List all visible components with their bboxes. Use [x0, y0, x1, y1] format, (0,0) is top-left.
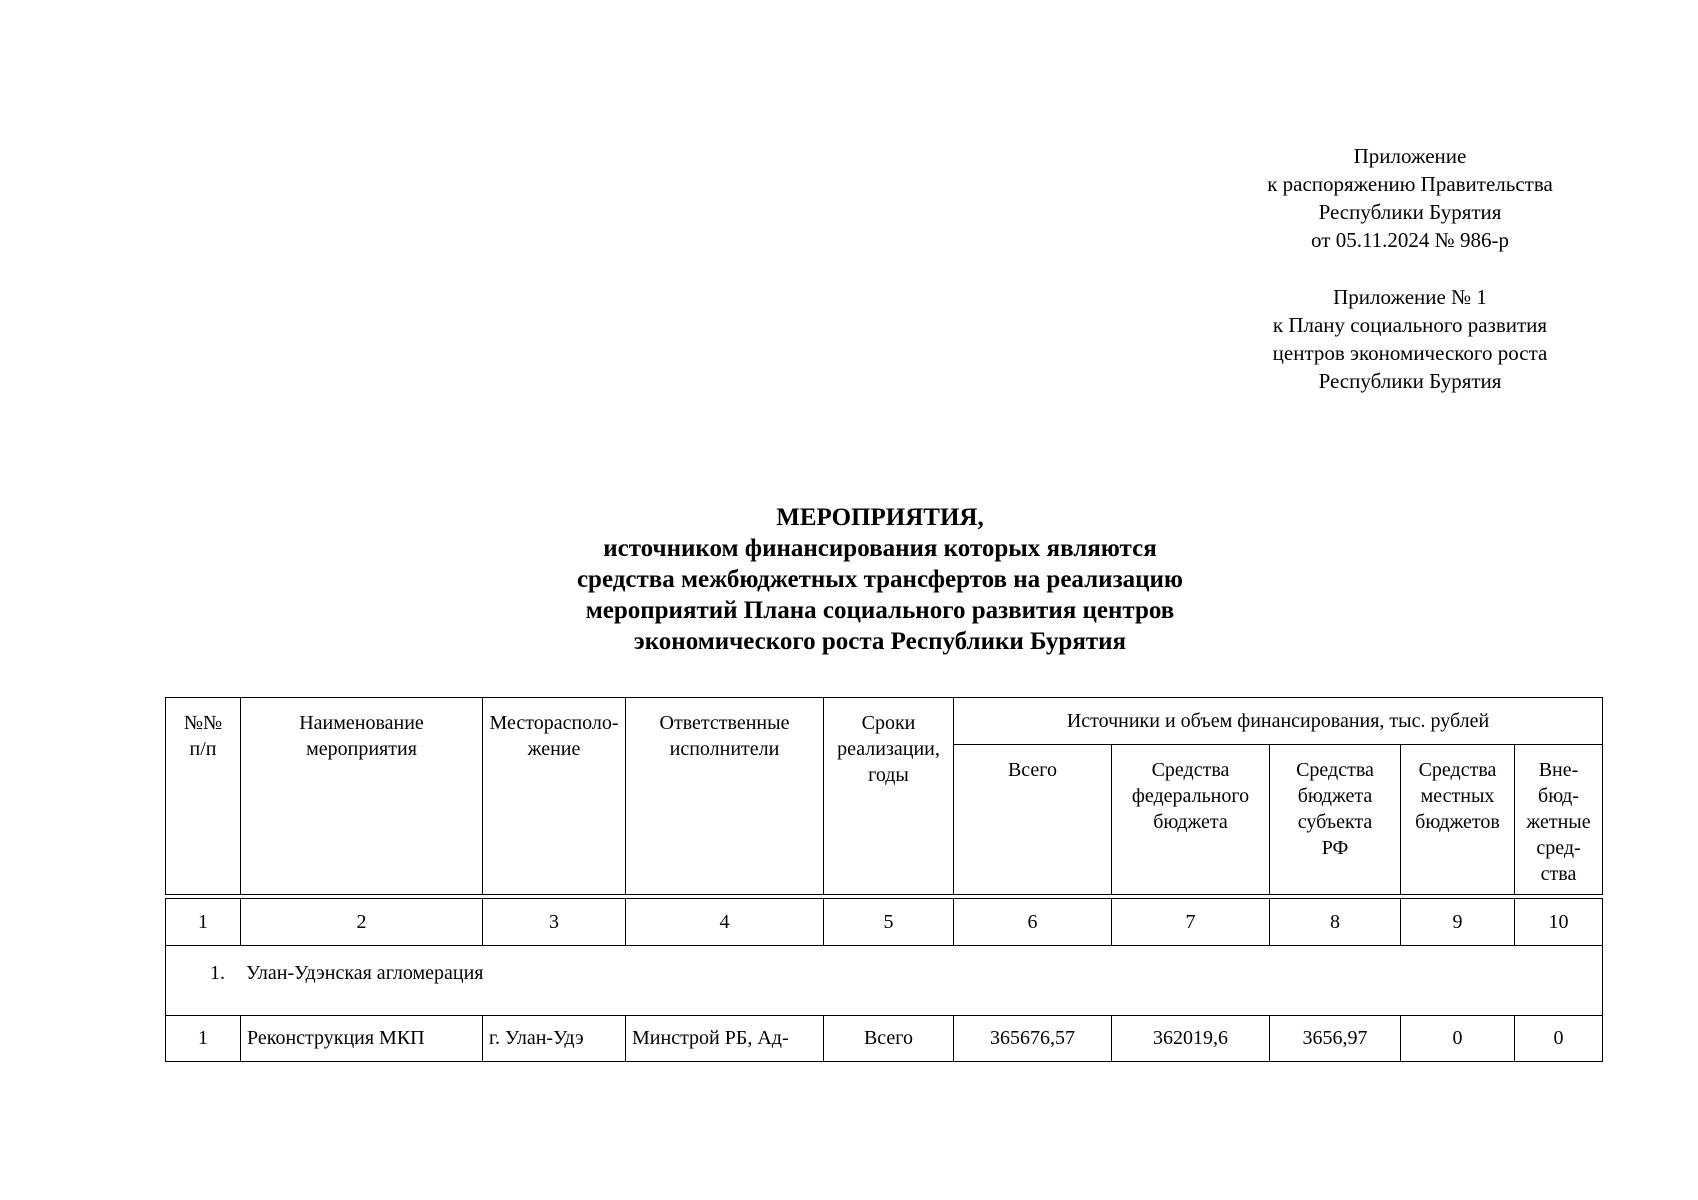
- cell-federal: 362019,6: [1112, 1016, 1270, 1062]
- cell-name: Реконструкция МКП: [241, 1016, 483, 1062]
- header-local: Средства местных бюджетов: [1401, 745, 1515, 895]
- table-body: [165, 898, 1603, 1062]
- cell-regional: 3656,97: [1270, 1016, 1401, 1062]
- column-number: 4: [626, 899, 824, 946]
- title-line: экономического роста Республики Бурятия: [633, 628, 1127, 655]
- column-number: 9: [1401, 899, 1515, 946]
- appendix-line: Приложение: [1353, 144, 1467, 168]
- header-executors: Ответственные исполнители: [626, 698, 824, 895]
- title-line: источником финансирования которых являются: [603, 535, 1157, 562]
- header-total: Всего: [954, 745, 1112, 895]
- appendix-line: центров экономического роста: [1272, 341, 1548, 365]
- title-line: средства межбюджетных трансфертов на реализацию: [576, 566, 1184, 593]
- header-offbudget: Вне- бюд- жетные сред- ства: [1515, 745, 1603, 895]
- header-regional: Средства бюджета субъекта РФ: [1270, 745, 1401, 895]
- section-row: [166, 946, 1603, 1016]
- cell-local: 0: [1401, 1016, 1515, 1062]
- appendix-order-reference: [1220, 142, 1600, 254]
- cell-executors: Минстрой РБ, Ад-: [626, 1016, 824, 1062]
- section-heading: [166, 946, 1603, 1016]
- title-line: МЕРОПРИЯТИЯ,: [776, 504, 984, 531]
- column-number: 6: [954, 899, 1112, 946]
- table-row: [166, 1016, 1603, 1062]
- header-funding: Источники и объем финансирования, тыс. рублей: [954, 698, 1603, 745]
- cell-num: 1: [166, 1016, 241, 1062]
- section-name: Улан-Удэнская агломерация: [246, 962, 484, 984]
- column-number: 7: [1112, 899, 1270, 946]
- column-number: 8: [1270, 899, 1401, 946]
- section-number: 1.: [210, 962, 225, 984]
- cell-offbudget: 0: [1515, 1016, 1603, 1062]
- header-name: Наименование мероприятия: [241, 698, 483, 895]
- column-number: 2: [241, 899, 483, 946]
- appendix-plan-reference: [1220, 283, 1600, 395]
- document-title: [450, 502, 1310, 657]
- column-number-row: [166, 899, 1603, 946]
- column-number: 3: [483, 899, 626, 946]
- table-header: [165, 697, 1603, 895]
- cell-total: 365676,57: [954, 1016, 1112, 1062]
- appendix-line: от 05.11.2024 № 986-р: [1311, 228, 1509, 252]
- appendix-line: Приложение № 1: [1333, 285, 1487, 309]
- title-line: мероприятий Плана социального развития центров: [585, 597, 1175, 624]
- header-federal: Средства федерального бюджета: [1112, 745, 1270, 895]
- cell-location: г. Улан-Удэ: [483, 1016, 626, 1062]
- cell-terms: Всего: [824, 1016, 954, 1062]
- header-terms: Сроки реализации, годы: [824, 698, 954, 895]
- appendix-line: к Плану социального развития: [1272, 313, 1548, 337]
- header-location: Месторасполо- жение: [483, 698, 626, 895]
- header-num: №№ п/п: [166, 698, 241, 895]
- appendix-line: Республики Бурятия: [1318, 369, 1502, 393]
- column-number: 5: [824, 899, 954, 946]
- appendix-line: к распоряжению Правительства: [1267, 172, 1553, 196]
- column-number: 1: [166, 899, 241, 946]
- column-number: 10: [1515, 899, 1603, 946]
- appendix-line: Республики Бурятия: [1318, 200, 1502, 224]
